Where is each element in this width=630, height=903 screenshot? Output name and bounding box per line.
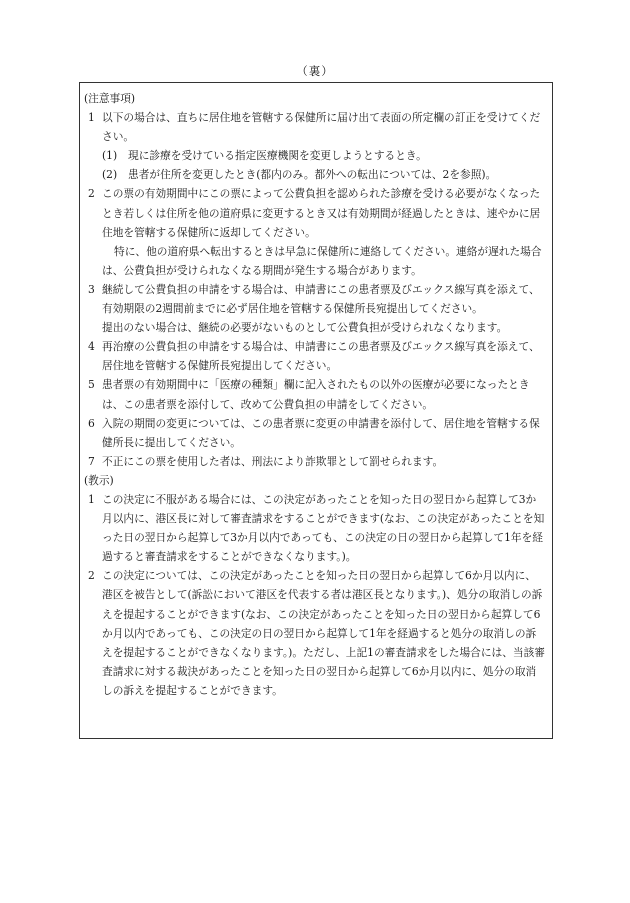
- notice-box: [79, 82, 553, 739]
- note-item-2-continued: 特に、他の道府県へ転出するときは早急に保健所に連絡してください。連絡が遅れた場合は、公費負担が受けられなくなる期間が発生する場合があります。: [102, 244, 542, 277]
- note-item-1-2: (2) 患者が住所を変更したとき(都内のみ。都外への転出については、2を参照)。: [102, 168, 497, 182]
- instructions-heading: (教示): [84, 473, 114, 487]
- note-item-4: 4 再治療の公費負担の申請をする場合は、申請書にこの患者票及びエックス線写真を添えて、居住地を管轄する保健所長宛提出してください。: [88, 340, 540, 373]
- note-item-7: 7 不正にこの票を使用した者は、刑法により詐欺罪として罰せられます。: [88, 454, 444, 468]
- note-item-1: 1 以下の場合は、直ちに居住地を管轄する保健所に届け出て表面の所定欄の訂正を受けてください。: [88, 111, 541, 144]
- note-item-2: 2 この票の有効期間中にこの票によって公費負担を認められた診療を受ける必要がなくなったとき若しくは住所を他の道府県に変更するとき又は有効期間が経過したときは、速やかに居住地を管轄する保健所に返却してください。: [88, 187, 541, 239]
- note-item-1-1: (1) 現に診療を受けている指定医療機関を変更しようとするとき。: [102, 149, 427, 163]
- note-item-6: 6 入院の期間の変更については、この患者票に変更の申請書を添付して、居住地を管轄する保健所長に提出してください。: [88, 416, 540, 449]
- note-item-3-continued: 提出のない場合は、継続の必要がないものとして公費負担が受けられなくなります。: [102, 321, 508, 335]
- note-item-5: 5 患者票の有効期間中に「医療の種類」欄に記入されたもの以外の医療が必要になったときは、この患者票を添付して、改めて公費負担の申請をしてください。: [88, 378, 530, 411]
- page-title: （裏）: [296, 64, 334, 78]
- instruction-item-1: 1 この決定に不服がある場合には、この決定があったことを知った日の翌日から起算して3か月以内に、港区長に対して審査請求をすることができます(なお、この決定があったことを知った日の翌日から起算して3か月以内であっても、この決定の日の翌日から起算して1年を経過すると審査請求をすることができなくなります。)。: [88, 492, 545, 564]
- notes-heading: (注意事項): [84, 92, 136, 105]
- note-item-3: 3 継続して公費負担の申請をする場合は、申請書にこの患者票及びエックス線写真を添えて、有効期限の2週間前までに必ず居住地を管轄する保健所長宛提出してください。: [88, 282, 540, 316]
- instruction-item-2: 2 この決定については、この決定があったことを知った日の翌日から起算して6か月以内に、港区を被告として(訴訟において港区を代表する者は港区長となります。)、処分の取消しの訴えを提起することができます(なお、この決定があったことを知った日の翌日から起算して6か月以内であっても、この決定の日の翌日から起算して1年を経過すると処分の取消しの訴えを提起することができなくなります。)。ただし、上記1の審査請求をした場合には、当該審査請求に対する裁決があったことを知った日の翌日から起算して6か月以内に、処分の取消しの訴えを提起することができます。: [88, 569, 545, 697]
